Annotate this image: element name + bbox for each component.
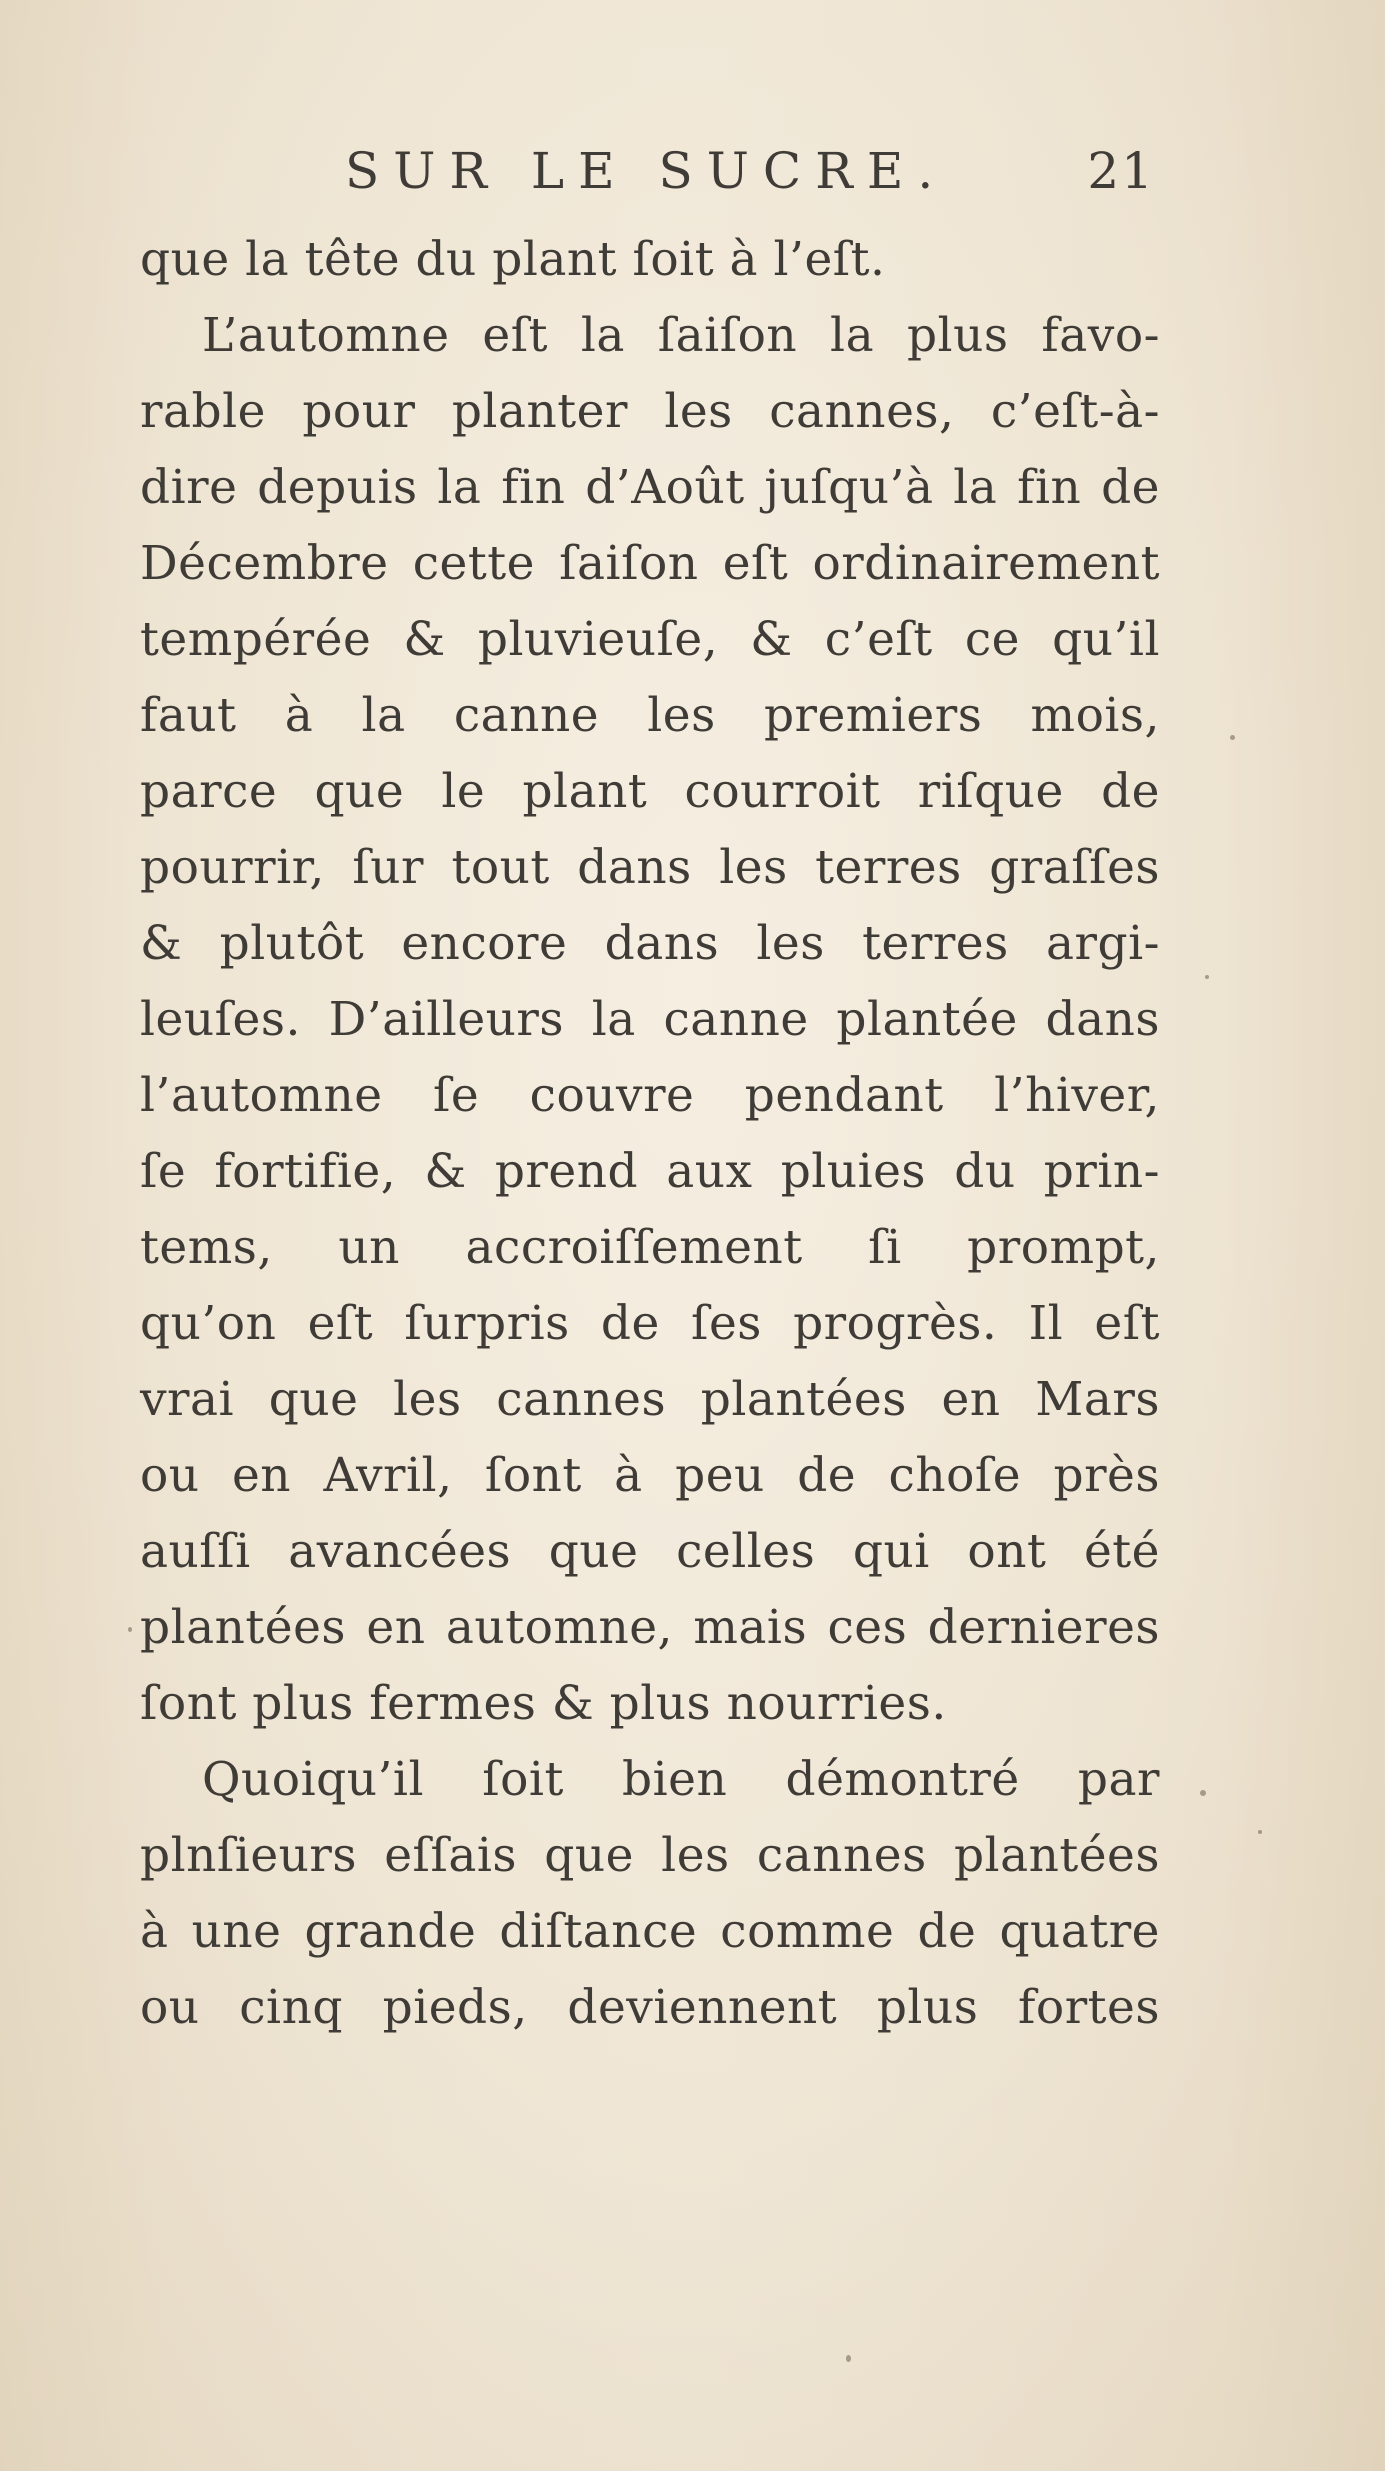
text-line: ſont plus fermes & plus nourries.	[140, 1676, 947, 1731]
text-line: vrai que les cannes plantées en Mars	[140, 1372, 1160, 1427]
text-line: à une grande diſtance comme de quatre	[140, 1904, 1160, 1959]
paragraph-start-line: L’automne eſt la ſaiſon la plus favo-	[202, 308, 1160, 363]
paper-speck	[1205, 975, 1209, 979]
text-line: & plutôt encore dans les terres argi-	[140, 916, 1160, 971]
text-line: auſſi avancées que celles qui ont été	[140, 1524, 1160, 1579]
text-line: pourrir, ſur tout dans les terres graſſes	[140, 840, 1160, 895]
text-line: leuſes. D’ailleurs la canne plantée dans	[140, 992, 1160, 1047]
text-line: tempérée & pluvieuſe, & c’eſt ce qu’il	[140, 612, 1160, 667]
text-line: l’automne ſe couvre pendant l’hiver,	[140, 1068, 1160, 1123]
text-line: ſe fortifie, & prend aux pluies du prin-	[140, 1144, 1160, 1199]
text-line: plnſieurs eſſais que les cannes plantées	[140, 1828, 1160, 1883]
paper-speck	[128, 1627, 132, 1632]
body-text	[140, 222, 1160, 2046]
paper-speck	[846, 2355, 851, 2362]
text-line: plantées en automne, mais ces dernieres	[140, 1600, 1160, 1655]
text-line: rable pour planter les cannes, c’eſt-à-	[140, 384, 1160, 439]
text-line: ou en Avril, ſont à peu de choſe près	[140, 1448, 1160, 1503]
text-line: dire depuis la fin d’Août juſqu’à la fin de	[140, 460, 1160, 515]
running-head: SUR LE SUCRE.	[345, 142, 948, 200]
page-number: 21	[1087, 142, 1155, 200]
page-header	[345, 128, 1155, 218]
paragraph-start-line: Quoiqu’il ſoit bien démontré par	[202, 1752, 1160, 1807]
text-line: parce que le plant courroit riſque de	[140, 764, 1160, 819]
paper-speck	[1230, 735, 1235, 740]
paper-speck	[1258, 1830, 1262, 1834]
paper-speck	[1200, 1790, 1206, 1796]
text-line: que la tête du plant ſoit à l’eſt.	[140, 232, 886, 287]
text-line: qu’on eſt ſurpris de ſes progrès. Il eſt	[140, 1296, 1160, 1351]
text-line: Décembre cette ſaiſon eſt ordinairement	[140, 536, 1160, 591]
text-line: faut à la canne les premiers mois,	[140, 688, 1160, 743]
text-line: tems, un accroiſſement ſi prompt,	[140, 1220, 1160, 1275]
text-line: ou cinq pieds, deviennent plus fortes	[140, 1980, 1160, 2035]
